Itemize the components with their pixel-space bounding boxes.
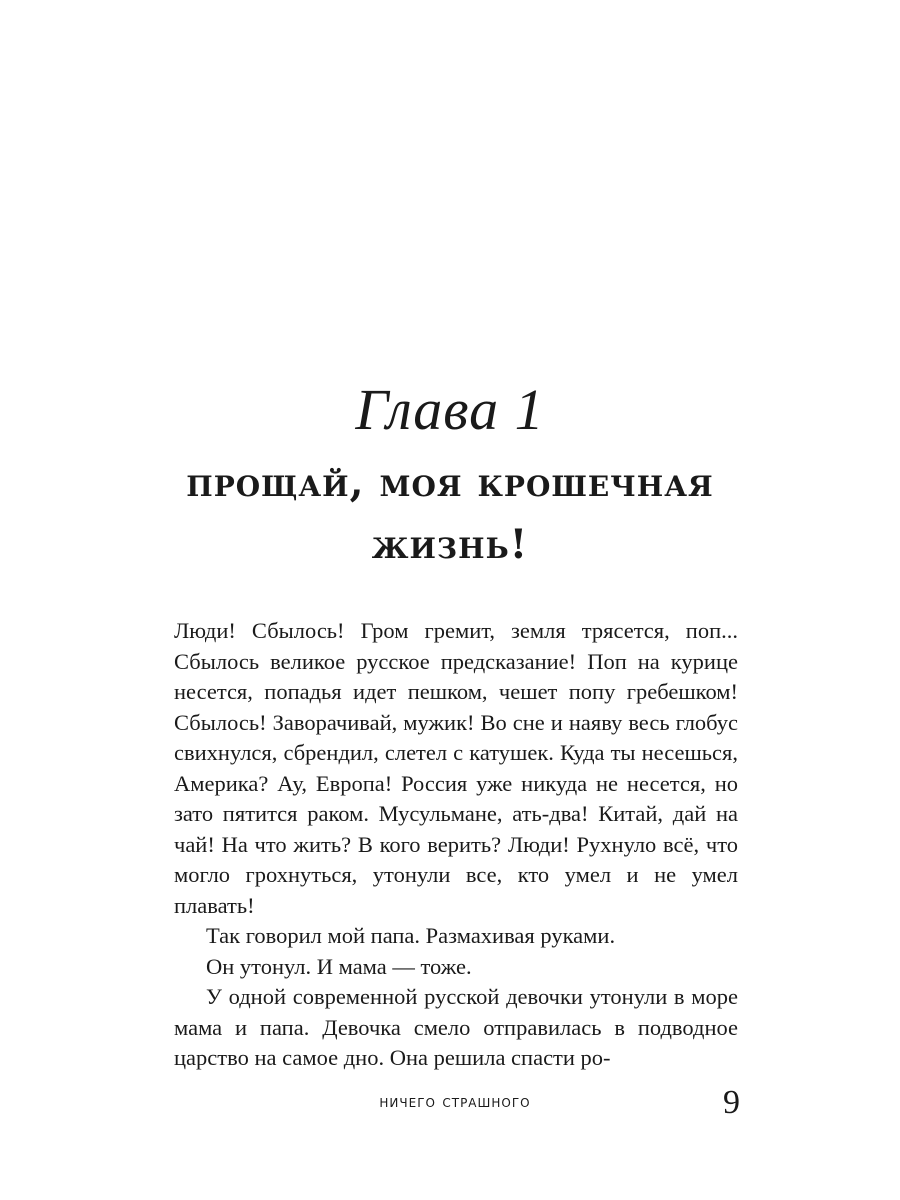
paragraph-3: Он утонул. И мама — тоже. <box>206 953 472 979</box>
page-number: 9 <box>723 1084 740 1121</box>
paragraph-1: Люди! Сбылось! Гром гремит, земля трясется, поп... Сбылось великое русское предсказание! Поп на курице несется, попадья идет пешком, чешет попу гребешком! Сбылось! Заворачивай, мужик! Во сне и наяву весь глобус свихнулся, сбрендил, слетел с катушек. Куда ты несешься, Америка? Ау, Европа! Россия уже никуда не несется, но зато пятится раком. Мусульмане, ать-два! Китай, дай на чай! На что жить? В кого верить? Люди! Рухнуло всё, что могло грохнуться, утонули все, кто умел и не умел плавать! <box>174 618 738 918</box>
chapter-label: Глава 1 <box>355 377 545 442</box>
body-text <box>174 616 738 1074</box>
chapter-title-line-2: жизнь! <box>371 521 529 568</box>
paragraph-4: У одной современной русской девочки утонули в море мама и папа. Девочка смело отправилась в подводное царство на самое дно. Она решила спасти ро- <box>174 984 738 1070</box>
chapter-title <box>0 452 900 576</box>
running-title: ничего страшного <box>379 1092 531 1112</box>
paragraph-2: Так говорил мой папа. Размахивая руками. <box>206 923 616 948</box>
chapter-title-line-1: прощай, моя крошечная <box>186 459 714 506</box>
